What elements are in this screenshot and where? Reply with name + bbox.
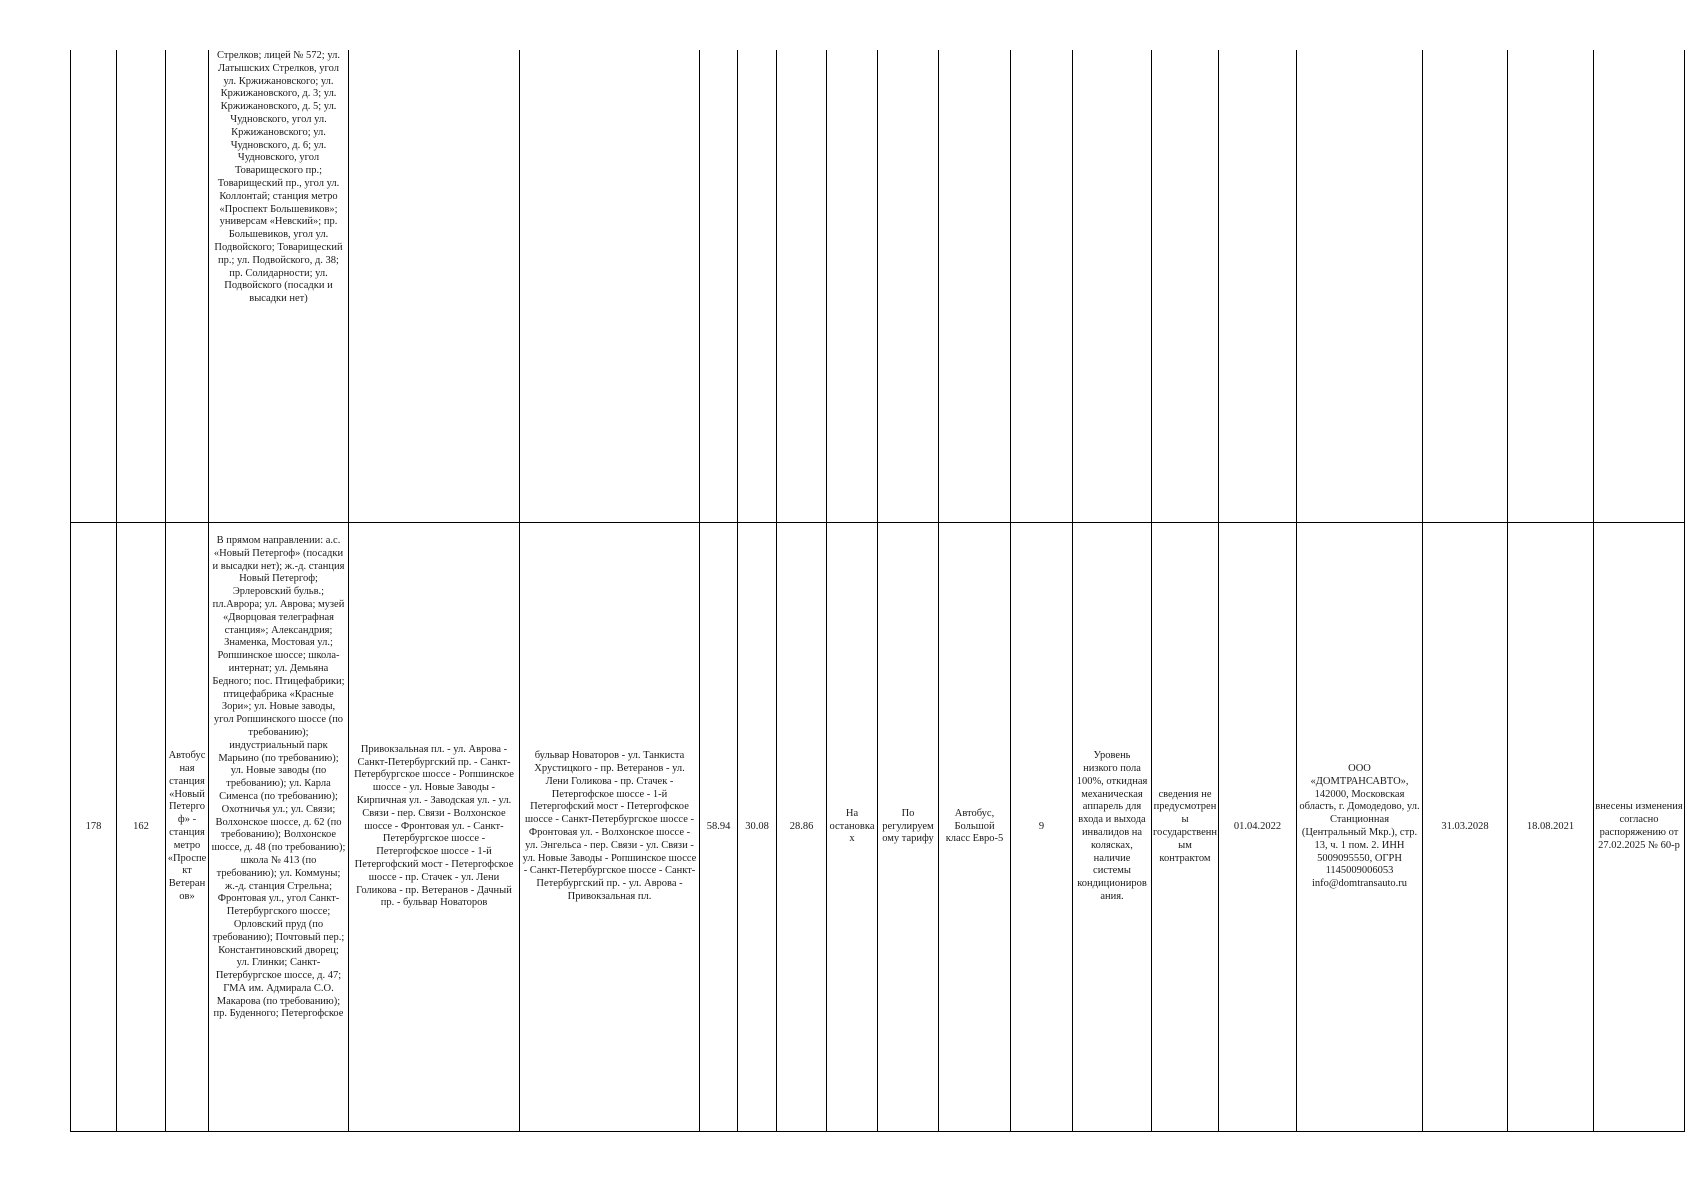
cell-route-number: 162 xyxy=(117,523,166,1132)
cell-vehicle: Автобус, Большой класс Евро-5 xyxy=(939,523,1011,1132)
cell-reg-number xyxy=(71,50,117,523)
cell-carrier xyxy=(1297,50,1423,523)
cell-route-number xyxy=(117,50,166,523)
cell-streets-reverse xyxy=(520,50,700,523)
cell-note: внесены изменения согласно распоряжению от 27.02.2025 № 60-р xyxy=(1594,523,1685,1132)
cell-carrier: ООО «ДОМТРАНСАВТО», 142000, Московская область, г. Домодедово, ул. Станционная (Центральный Мкр.), стр. 13, ч. 1 пом. 2. ИНН 5009095550, ОГРН 1145009006053 info@domtransauto.ru xyxy=(1297,523,1423,1132)
cell-fare-type xyxy=(878,50,939,523)
route-registry-table xyxy=(70,50,1685,1132)
cell-stops: Стрелков; лицей № 572; ул. Латышских Стрелков, угол ул. Кржижановского; ул. Кржижановского, д. 3; ул. Кржижановского, д. 5; ул. Чудновского, угол ул. Кржижановского; ул. Чудновского, д. 6; ул. Чудновского, угол Товарищеского пр.; Товарищеский пр., угол ул. Коллонтай; станция метро «Проспект Большевиков»; универсам «Невский»; пр. Большевиков, угол ул. Подвойского; Товарищеский пр.; ул. Подвойского, д. 38; пр. Солидарности; ул. Подвойского (посадки и высадки нет) xyxy=(209,50,349,523)
cell-vehicle-features: Уровень низкого пола 100%, откидная механическая аппарель для входа и выхода инвалидов на колясках, наличие системы кондиционирования. xyxy=(1073,523,1152,1132)
cell-route-name xyxy=(166,50,209,523)
cell-note xyxy=(1594,50,1685,523)
cell-contract-info xyxy=(1152,50,1219,523)
cell-length-reverse xyxy=(738,50,777,523)
cell-fare-type: По регулируемому тарифу xyxy=(878,523,939,1132)
cell-length-total xyxy=(777,50,827,523)
cell-change-date xyxy=(1508,50,1594,523)
cell-length-forward: 58.94 xyxy=(700,523,738,1132)
cell-streets-reverse: бульвар Новаторов - ул. Танкиста Хрустицкого - пр. Ветеранов - ул. Лени Голикова - пр. Стачек - Петергофское шоссе - 1-й Петергофский мост - Петергофское шоссе - Санкт-Петербургское шоссе - Фронтовая ул. - Волхонское шоссе - ул. Энгельса - пер. Связи - ул. Связи - ул. Новые Заводы - Ропшинское шоссе - Санкт-Петербургское шоссе - Санкт-Петербургский пр. - ул. Аврова - Привокзальная пл. xyxy=(520,523,700,1132)
table-row-continued xyxy=(71,50,1685,523)
cell-route-name: Автобусная станция «Новый Петергоф» - станция метро «Проспект Ветеранов» xyxy=(166,523,209,1132)
cell-vehicle-count xyxy=(1011,50,1073,523)
cell-end-date xyxy=(1423,50,1508,523)
cell-streets-forward xyxy=(349,50,520,523)
cell-change-date: 18.08.2021 xyxy=(1508,523,1594,1132)
cell-length-reverse: 30.08 xyxy=(738,523,777,1132)
cell-vehicle xyxy=(939,50,1011,523)
cell-end-date: 31.03.2028 xyxy=(1423,523,1508,1132)
cell-reg-number: 178 xyxy=(71,523,117,1132)
cell-start-date: 01.04.2022 xyxy=(1219,523,1297,1132)
cell-stops: В прямом направлении: а.с. «Новый Петергоф» (посадки и высадки нет); ж.-д. станция Новый Петергоф; Эрлеровский бульв.; пл.Аврора; ул. Аврова; музей «Дворцовая телеграфная станция»; Александрия; Знаменка, Мостовая ул.; Ропшинское шоссе; школа-интернат; ул. Демьяна Бедного; пос. Птицефабрики; птицефабрика «Красные Зори»; ул. Новые заводы, угол Ропшинского шоссе (по требованию); индустриальный парк Марьино (по требованию); ул. Новые заводы (по требованию); ул. Карла Сименса (по требованию); Охотничья ул.; ул. Связи; Волхонское шоссе, д. 62 (по требованию); Волхонское шоссе, д. 48 (по требованию); школа № 413 (по требованию); ул. Коммуны; ж.-д. станция Стрельна; Фронтовая ул., угол Санкт-Петербургского шоссе; Орловский пруд (по требованию); Почтовый пер.; Константиновский дворец; ул. Глинки; Санкт-Петербургское шоссе, д. 47; ГМА им. Адмирала С.О. Макарова (по требованию); пр. Буденного; Петергофское xyxy=(209,523,349,1132)
table-row-178 xyxy=(71,523,1685,1132)
cell-start-date xyxy=(1219,50,1297,523)
cell-boarding-order xyxy=(827,50,878,523)
cell-length-total: 28.86 xyxy=(777,523,827,1132)
cell-contract-info: сведения не предусмотрены государственным контрактом xyxy=(1152,523,1219,1132)
cell-vehicle-count: 9 xyxy=(1011,523,1073,1132)
cell-streets-forward: Привокзальная пл. - ул. Аврова - Санкт-Петербургский пр. - Санкт-Петербургское шоссе - Ропшинское шоссе - ул. Новые Заводы - Кирпичная ул. - Заводская ул. - ул. Связи - пер. Связи - Волхонское шоссе - Фронтовая ул. - Санкт-Петербургское шоссе - Петергофское шоссе - 1-й Петергофский мост - Петергофское шоссе - пр. Стачек - ул. Лени Голикова - пр. Ветеранов - Дачный пр. - бульвар Новаторов xyxy=(349,523,520,1132)
cell-length-forward xyxy=(700,50,738,523)
cell-vehicle-features xyxy=(1073,50,1152,523)
cell-boarding-order: На остановках xyxy=(827,523,878,1132)
